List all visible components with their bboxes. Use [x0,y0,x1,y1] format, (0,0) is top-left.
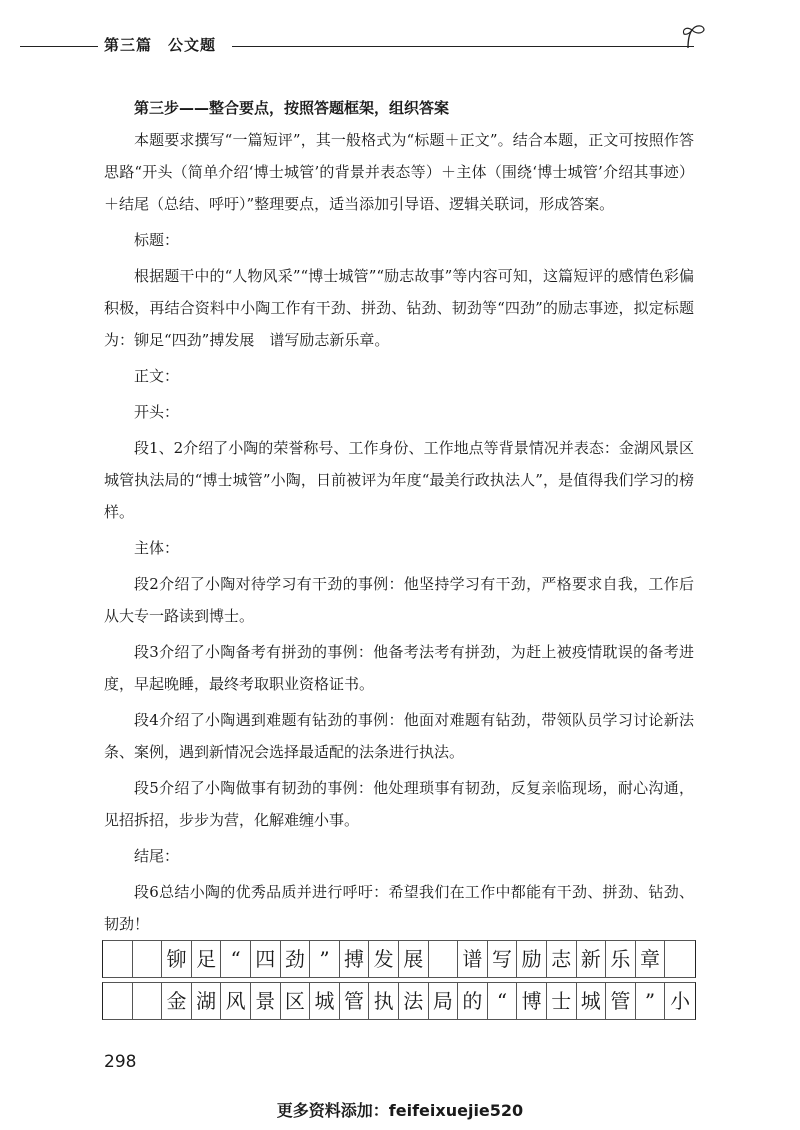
grid-cell: 四 [251,941,281,977]
grid-cell: 的 [458,983,488,1019]
grid-cell: 新 [577,941,607,977]
grid-cell: 湖 [192,983,222,1019]
grid-cell [103,941,133,977]
grid-cell: 城 [577,983,607,1019]
grid-cell: 管 [606,983,636,1019]
grid-cell: “ [221,941,251,977]
grid-cell: 劲 [281,941,311,977]
grid-cell: 搏 [340,941,370,977]
grid-cell: “ [488,983,518,1019]
label-title: 标题： [134,231,180,249]
answer-grid-row-1 [102,940,696,978]
grid-cell: 足 [192,941,222,977]
grid-cell: 金 [162,983,192,1019]
grid-cell: 谱 [458,941,488,977]
footer-note: 更多资料添加：feifeixuejie520 [276,1101,524,1120]
paragraph-section-4: 段4介绍了小陶遇到难题有钻劲的事例：他面对难题有钻劲，带领队员学习讨论新法条、案例，遇到新情况会选择最适配的法条进行执法。 [104,711,694,761]
header-rule-right [232,46,694,47]
grid-cell: 小 [670,989,691,1013]
running-header [20,34,740,54]
grid-cell: 法 [399,983,429,1019]
grid-cell: 铆 [162,941,192,977]
grid-cell [103,983,133,1019]
answer-grid-row-2 [102,982,696,1020]
grid-cell: 局 [429,983,459,1019]
grid-cell: 写 [488,941,518,977]
header-rule-left [20,46,98,47]
grid-cell [665,941,695,977]
paragraph-section-2: 段2介绍了小陶对待学习有干劲的事例：他坚持学习有干劲，严格要求自我，工作后从大专一路读到博士。 [104,575,694,625]
grid-cell: 士 [547,983,577,1019]
section-title: 第三篇 公文题 [104,36,217,54]
label-main: 主体： [134,539,180,557]
paragraph-opening: 段1、2介绍了小陶的荣誉称号、工作身份、工作地点等背景情况并表态：金湖风景区城管执法局的“博士城管”小陶，日前被评为年度“最美行政执法人”，是值得我们学习的榜样。 [104,439,694,521]
paragraph-ending: 段6总结小陶的优秀品质并进行呼吁：希望我们在工作中都能有干劲、拼劲、钻劲、韧劲！ [104,883,694,933]
grid-cell: 管 [340,983,370,1019]
grid-cell: ” [310,941,340,977]
grid-cell: 景 [251,983,281,1019]
paragraph-intro: 本题要求撰写“一篇短评”，其一般格式为“标题＋正文”。结合本题，正文可按照作答思路“开头（简单介绍‘博士城管’的背景并表态等）＋主体（围绕‘博士城管’介绍其事迹）＋结尾（总结、呼吁）”整理要点，适当添加引导语、逻辑关联词，形成答案。 [104,131,694,213]
grid-cell: 风 [221,983,251,1019]
grid-cell: 执 [369,983,399,1019]
grid-cell: 志 [547,941,577,977]
paragraph-section-3: 段3介绍了小陶备考有拼劲的事例：他备考法考有拼劲，为赶上被疫情耽误的备考进度，早起晚睡，最终考取职业资格证书。 [104,643,694,693]
answer-content [104,92,694,944]
grid-cell: ” [636,983,666,1019]
grid-cell: 展 [399,941,429,977]
grid-cell [429,941,459,977]
grid-cell: 励 [517,941,547,977]
label-opening: 开头： [134,403,180,421]
page-number: 298 [104,1052,137,1072]
step-title: 第三步——整合要点，按照答题框架，组织答案 [134,99,450,117]
grid-cell: 城 [310,983,340,1019]
label-body: 正文： [134,367,180,385]
grid-cell: 区 [281,983,311,1019]
paragraph-section-5: 段5介绍了小陶做事有韧劲的事例：他处理琐事有韧劲，反复亲临现场，耐心沟通，见招拆招，步步为营，化解难缠小事。 [104,779,694,829]
grid-cell [133,941,163,977]
label-ending: 结尾： [134,847,180,865]
sprout-icon [678,22,708,50]
grid-cell: 博 [517,983,547,1019]
grid-cell: 章 [636,941,666,977]
paragraph-title-analysis: 根据题干中的“人物风采”“博士城管”“励志故事”等内容可知，这篇短评的感情色彩偏积极，再结合资料中小陶工作有干劲、拼劲、钻劲、韧劲等“四劲”的励志事迹，拟定标题为：铆足“四劲”搏发展 谱写励志新乐章。 [104,267,694,349]
grid-cell: 发 [369,941,399,977]
grid-cell: 乐 [606,941,636,977]
grid-cell [133,983,163,1019]
